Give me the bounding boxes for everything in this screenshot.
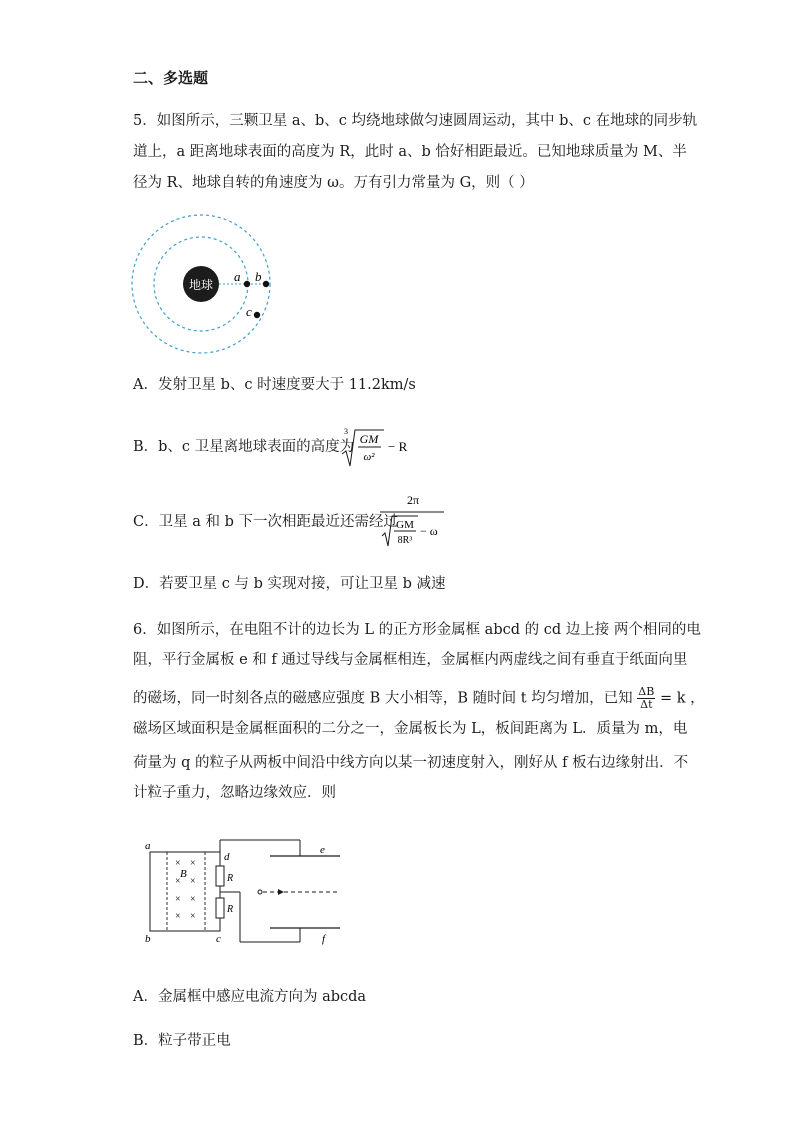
cross-mark: × — [175, 911, 181, 922]
q6-stem-line-6: 计粒子重力，忽略边缘效应．则 — [133, 785, 336, 801]
resistor-2 — [216, 898, 224, 918]
q6-stem-line-3 — [133, 686, 705, 711]
satellite-b — [263, 281, 269, 287]
q5-option-b — [133, 437, 354, 457]
q5-option-c — [133, 512, 398, 532]
particle — [258, 890, 262, 894]
q6-stem-line-2: 阻，平行金属板 e 和 f 通过导线与金属框相连，金属框内两虚线之间有垂直于纸面向里 — [133, 652, 688, 668]
label-R2: R — [227, 904, 234, 915]
q5-option-a: A．发射卫星 b、c 时速度要大于 11.2km/s — [133, 377, 416, 393]
q6-stem-line-3-suffix: = k ， — [659, 690, 705, 707]
section-title: 二、多选题 — [133, 69, 209, 87]
velocity-arrow — [278, 889, 284, 895]
cross-mark: × — [190, 911, 196, 922]
label-c: c — [246, 304, 252, 319]
q6-circuit-figure — [140, 834, 360, 946]
cross-mark: × — [175, 858, 181, 869]
q5-option-b-text: B．b、c 卫星离地球表面的高度为 — [133, 439, 355, 455]
q6-option-a: A．金属框中感应电流方向为 abcda — [133, 989, 367, 1005]
dt-denominator: Δt — [640, 698, 653, 711]
satellite-a — [244, 281, 250, 287]
label-b: b — [255, 269, 262, 284]
metal-frame — [150, 852, 220, 931]
label-R1: R — [227, 873, 234, 884]
minus-omega: − ω — [420, 524, 438, 538]
q5-stem-line-3: 径为 R、地球自转的角速度为 ω。万有引力常量为 G，则（ ） — [133, 175, 534, 191]
q5-stem-line-2: 道上，a 距离地球表面的高度为 R，此时 a、b 恰好相距最近。已知地球质量为 M、半 — [133, 144, 687, 160]
label-B: B — [180, 868, 187, 880]
fraction-denominator: ω² — [363, 451, 375, 463]
root-index: 3 — [344, 427, 348, 436]
resistor-1 — [216, 866, 224, 886]
q6-option-b: B．粒子带正电 — [133, 1033, 231, 1049]
cross-mark: × — [190, 876, 196, 887]
label-a: a — [145, 840, 151, 852]
minus-r: − R — [388, 439, 408, 454]
satellite-c — [254, 312, 260, 318]
q5-stem-line-1: 5．如图所示，三颗卫星 a、b、c 均绕地球做匀速圆周运动，其中 b、c 在地球的同步轨 — [133, 113, 698, 129]
q5-option-d: D．若要卫星 c 与 b 实现对接，可让卫星 b 减速 — [133, 576, 446, 592]
q5-option-b-formula — [338, 424, 413, 470]
cross-mark: × — [175, 876, 181, 887]
fraction-numerator: GM — [359, 432, 379, 446]
inner-numerator: GM — [396, 519, 414, 531]
cross-mark: × — [190, 858, 196, 869]
earth-label: 地球 — [188, 278, 214, 292]
label-d: d — [224, 851, 230, 863]
q6-stem-line-4: 磁场区域面积是金属框面积的二分之一，金属板长为 L，板间距离为 L．质量为 m，电 — [133, 721, 688, 737]
label-a: a — [234, 269, 241, 284]
q6-stem-line-3-text: 的磁场，同一时刻各点的磁感应强度 B 大小相等，B 随时间 t 均匀增加，已知 — [133, 690, 633, 707]
q5-orbit-figure — [130, 212, 290, 362]
db-numerator: ΔB — [638, 685, 655, 698]
label-b: b — [145, 933, 151, 945]
cross-mark: × — [190, 894, 196, 905]
q5-option-c-text: C．卫星 a 和 b 下一次相距最近还需经过 — [133, 514, 398, 530]
q5-option-c-formula — [378, 488, 448, 550]
fraction-numerator: 2π — [406, 493, 420, 507]
q6-stem-line-1: 6．如图所示，在电阻不计的边长为 L 的正方形金属框 abcd 的 cd 边上接 两个相同的电 — [133, 622, 701, 638]
cross-mark: × — [175, 894, 181, 905]
inner-denominator: 8R³ — [397, 535, 413, 546]
label-c: c — [216, 933, 221, 945]
label-f: f — [322, 933, 326, 945]
q6-stem-line-5: 荷量为 q 的粒子从两板中间沿中线方向以某一初速度射入，刚好从 f 板右边缘射出．不 — [133, 755, 689, 771]
label-e: e — [320, 844, 325, 856]
db-dt-fraction — [637, 686, 655, 711]
